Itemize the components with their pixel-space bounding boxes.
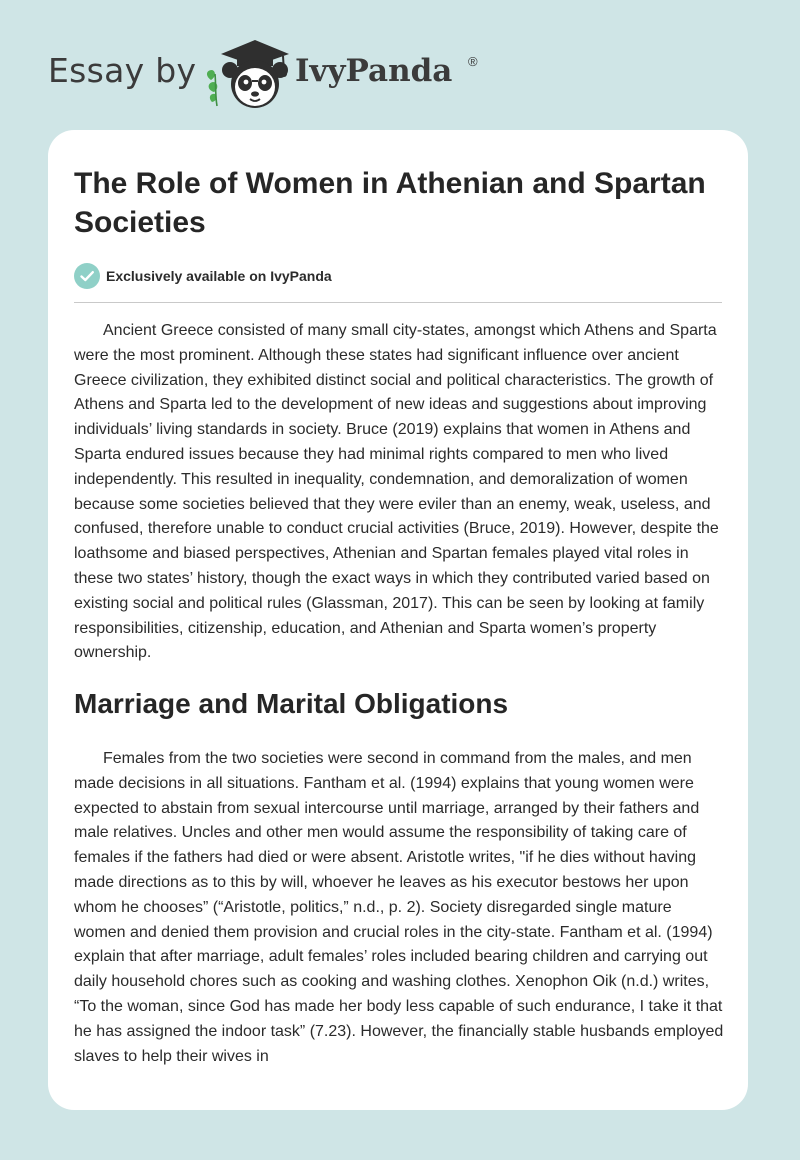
ivypanda-brand-name[interactable]: IvyPanda: [295, 53, 453, 89]
section-paragraph: Females from the two societies were second in command from the males, and men made decisions in all situations. Fantham et al. (1994) explains that young women were expected to abstain from sexual intercourse until marriage, arranged by their fathers and male relatives. Uncles and other men would assume the responsibility of taking care of females if the fathers had died or were absent. Aristotle writes, "if he dies without having made directions as to this by will, whoever he leaves as his executor bestows her upon whom he chooses” (“Aristotle, politics,” n.d., p. 2). Society disregarded single mature women and denied them provision and crucial roles in the city-state. Fantham et al. (1994) explain that after marriage, adult females’ roles included bearing children and carrying out daily household chores such as cooking and washing clothes. Xenophon Oik (n.d.) writes, “To the woman, since God has made her body less capable of such endurance, I take it that he has assigned the indoor task” (7.23). However, the financially stable husbands employed slaves to help their wives in: [74, 750, 724, 1065]
exclusive-badge: [74, 263, 332, 289]
registered-mark: ®: [468, 54, 478, 69]
intro-paragraph: Ancient Greece consisted of many small city-states, amongst which Athens and Sparta were the most prominent. Although these states had significant influence over ancient Greece civilization, they exhibited distinct social and political characteristics. The growth of Athens and Sparta led to the development of new ideas and suggestions about improving individuals’ living standards in society. Bruce (2019) explains that women in Athens and Sparta endured issues because they had minimal rights compared to men who lived independently. This resulted in inequality, condemnation, and demoralization of women because some societies believed that they were eviler than an enemy, weak, useless, and confused, therefore unable to conduct crucial activities (Bruce, 2019). However, despite the loathsome and biased perspectives, Athenian and Spartan females played vital roles in these two states’ history, though the exact ways in which they contributed varied based on existing social and political rules (Glassman, 2017). This can be seen by looking at family responsibilities, citizenship, education, and Athenian and Sparta women’s property ownership.: [74, 322, 719, 662]
exclusive-badge-text: Exclusively available on IvyPanda: [106, 268, 332, 284]
divider: [74, 302, 722, 303]
essay-title: The Role of Women in Athenian and Spartan Societies: [74, 167, 706, 239]
panda-graduate-logo-icon[interactable]: [203, 34, 293, 110]
site-header: [48, 34, 478, 110]
essay-by-label: Essay by: [48, 51, 197, 90]
essay-card: [48, 130, 748, 1110]
check-circle-icon: [74, 263, 100, 289]
section-heading: Marriage and Marital Obligations: [74, 688, 509, 719]
